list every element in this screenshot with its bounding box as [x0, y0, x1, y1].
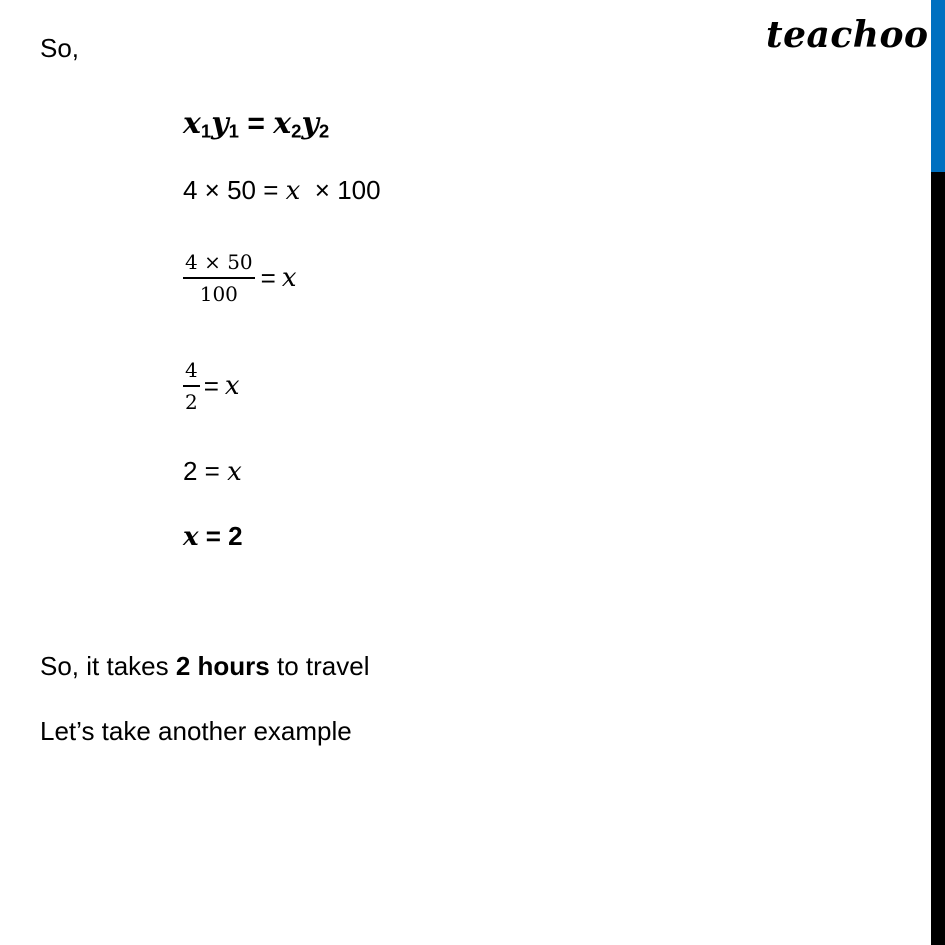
- formula-line: [183, 106, 329, 150]
- var-y1: y: [211, 106, 229, 141]
- step-3: [183, 358, 240, 414]
- var-y2: y: [301, 106, 319, 141]
- step-2: [183, 250, 297, 306]
- equals: =: [260, 263, 276, 293]
- step-4: [183, 456, 242, 487]
- next-example-text: Let’s take another example: [40, 716, 352, 746]
- step-1-var: x: [285, 176, 301, 206]
- var-x: x: [281, 263, 297, 293]
- step-5-answer: [183, 521, 243, 552]
- step-4-left: 2 =: [183, 456, 220, 486]
- step-4-var: x: [227, 457, 242, 487]
- step-5-var: x: [183, 522, 199, 552]
- sub-2b: 2: [318, 120, 330, 142]
- step-1: [183, 175, 381, 206]
- equals: =: [247, 107, 265, 140]
- intro-text: So,: [40, 33, 80, 63]
- step-1-left: 4 × 50 =: [183, 175, 279, 205]
- sub-1b: 1: [228, 120, 240, 142]
- step-1-right: × 100: [314, 175, 381, 205]
- sub-2: 2: [291, 120, 302, 142]
- denominator: 2: [185, 390, 198, 414]
- conclusion-pre: So, it takes: [40, 651, 176, 681]
- conclusion-post: to travel: [269, 651, 370, 681]
- numerator: 4: [183, 358, 200, 387]
- fraction: [183, 358, 200, 414]
- step-5-right: = 2: [205, 521, 243, 551]
- conclusion-text: [40, 651, 369, 681]
- conclusion-bold: 2 hours: [175, 651, 270, 681]
- fraction: [183, 250, 255, 306]
- equals: =: [203, 371, 219, 401]
- denominator: 100: [199, 282, 238, 306]
- var-x1: x: [183, 106, 201, 141]
- numerator: 4 × 50: [183, 250, 255, 279]
- side-bar: [931, 172, 945, 945]
- accent-bar: [931, 0, 945, 172]
- sub-1: 1: [200, 120, 212, 142]
- teachoo-logo: teachoo: [766, 14, 929, 56]
- var-x: x: [224, 371, 240, 401]
- var-x2: x: [273, 106, 292, 141]
